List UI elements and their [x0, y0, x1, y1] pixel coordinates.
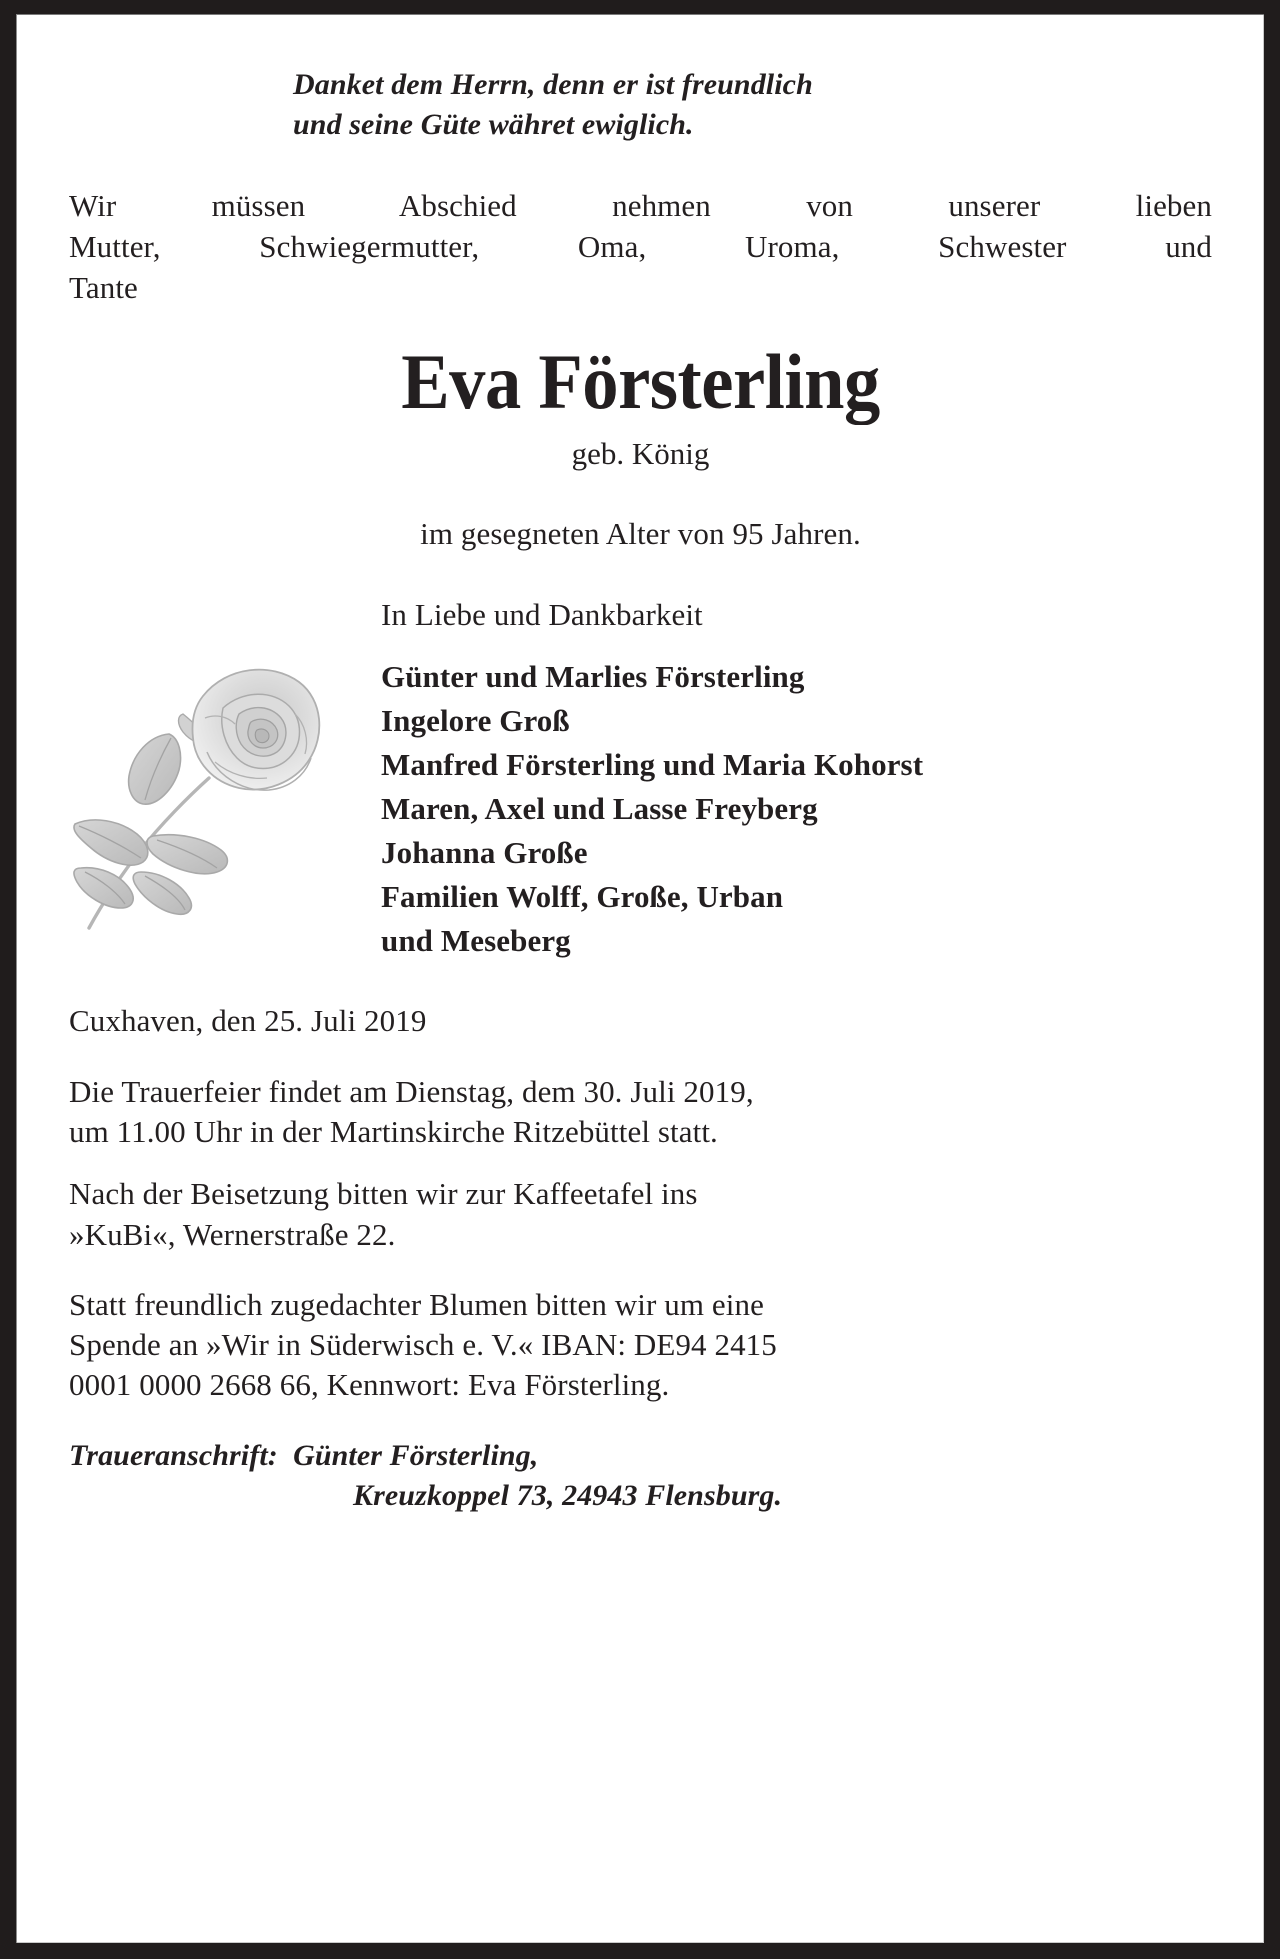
notice-details — [69, 1001, 1212, 1516]
intro-text — [69, 186, 1212, 309]
reception-line-1: Nach der Beisetzung bitten wir zur Kaffeetafel ins — [69, 1176, 698, 1212]
notice-card — [16, 14, 1264, 1943]
donation-line-3: 0001 0000 2668 66, Kennwort: Eva Försterling. — [69, 1367, 670, 1403]
mourning-address — [69, 1436, 1212, 1516]
service-line-1: Die Trauerfeier findet am Dienstag, dem 30. Juli 2019, — [69, 1073, 754, 1109]
list-item: Johanna Große — [381, 835, 588, 871]
place-and-date: Cuxhaven, den 25. Juli 2019 — [69, 1003, 427, 1039]
list-item: Manfred Försterling und Maria Kohorst — [381, 747, 924, 783]
intro-line-3: Tante — [69, 270, 138, 305]
list-item: Ingelore Groß — [381, 703, 570, 739]
funeral-service-info — [69, 1072, 1212, 1153]
deceased-age-line: im gesegneten Alter von 95 Jahren. — [420, 516, 861, 552]
epigraph — [293, 65, 1212, 144]
mourning-address-label: Traueranschrift: — [69, 1438, 278, 1472]
reception-line-2: »KuBi«, Wernerstraße 22. — [69, 1216, 396, 1252]
list-item: Maren, Axel und Lasse Freyberg — [381, 791, 818, 827]
deceased-maiden-name: geb. König — [571, 435, 710, 471]
deceased-name-block — [69, 337, 1212, 472]
list-item: Familien Wolff, Große, Urban — [381, 879, 784, 915]
epigraph-line-2: und seine Güte währet ewiglich. — [293, 107, 694, 141]
donation-line-1: Statt freundlich zugedachter Blumen bitten wir um eine — [69, 1286, 764, 1322]
donation-line-2: Spende an »Wir in Süderwisch e. V.« IBAN: DE94 2415 — [69, 1327, 777, 1363]
list-item: Günter und Marlies Försterling — [381, 659, 805, 695]
list-item: und Meseberg — [381, 923, 571, 959]
mourners-list — [381, 655, 1212, 963]
intro-line-1: Wir müssen Abschied nehmen von unserer lieben — [69, 188, 1212, 224]
service-line-2: um 11.00 Uhr in der Martinskirche Ritzebüttel statt. — [69, 1113, 718, 1149]
rose-flower-icon — [57, 656, 327, 936]
mourners-section — [69, 596, 1212, 963]
mourning-address-line-1: Günter Försterling, — [293, 1438, 539, 1472]
donation-info — [69, 1285, 1212, 1406]
notice-content — [17, 15, 1264, 1943]
mourning-address-line-2: Kreuzkoppel 73, 24943 Flensburg. — [353, 1478, 783, 1512]
dedication-text: In Liebe und Dankbarkeit — [381, 597, 703, 633]
intro-line-2: Mutter, Schwiegermutter, Oma, Uroma, Schwester und — [69, 229, 1212, 265]
deceased-name: Eva Försterling — [401, 337, 880, 425]
epigraph-line-1: Danket dem Herrn, denn er ist freundlich — [293, 68, 813, 101]
address-first-row — [69, 1436, 1212, 1476]
reception-info — [69, 1174, 1212, 1255]
